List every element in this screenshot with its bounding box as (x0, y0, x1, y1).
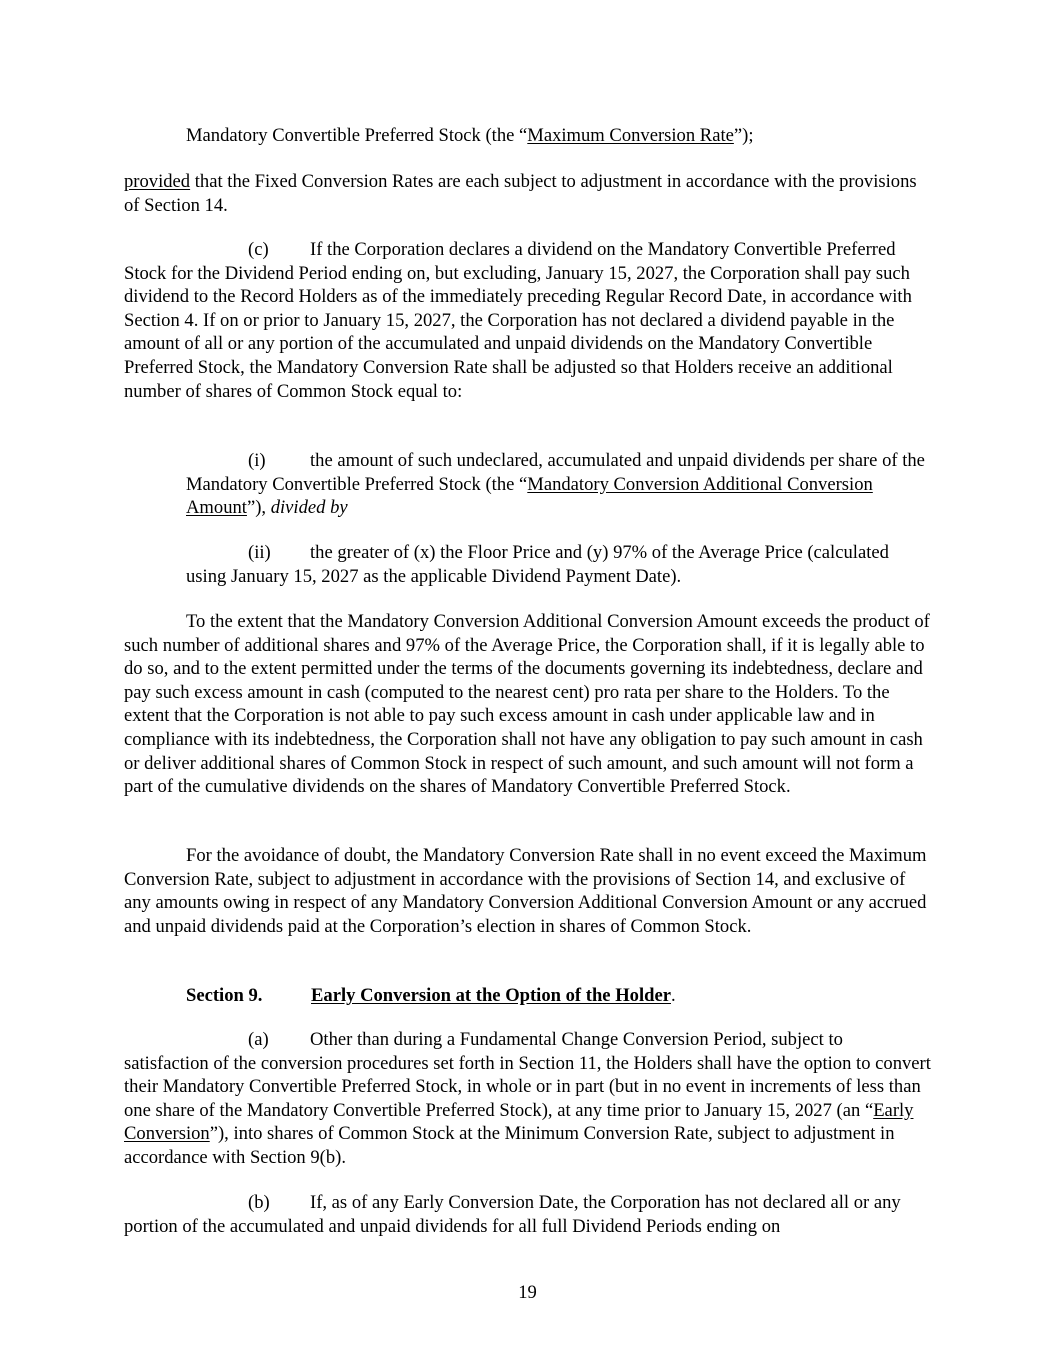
text: To the extent that the Mandatory Conversion Additional Conversion Amount exceeds the product of such number of additional shares and 97% of the Average Price, the Corporation shall, if it is legally able to do so, and to the extent permitted under the terms of the documents governing its indebtedness, declare and pay such excess amount in cash (computed to the nearest cent) pro rata per share to the Holders. To the extent that the Corporation is not able to pay such excess amount in cash under applicable law and in compliance with its indebtedness, the Corporation shall not have any obligation to pay such amount in cash or deliver additional shares of Common Stock in respect of such amount, and such amount will not form a part of the cumulative dividends on the shares of Mandatory Convertible Preferred Stock. (124, 611, 930, 798)
text: that the Fixed Conversion Rates are each subject to adjustment in accordance with the provisions of Section 14. (124, 171, 917, 216)
clause-label: (i) (248, 450, 266, 471)
italic-text: divided by (270, 497, 348, 519)
paragraph-continuation (186, 124, 932, 148)
text: the greater of (x) the Floor Price and (y) 97% of the Average Price (calculated using January 15, 2027 as the applicable Dividend Payment Date). (186, 542, 889, 587)
paragraph-ii (186, 541, 932, 588)
clause-label: (b) (248, 1192, 270, 1213)
section-heading (186, 984, 932, 1008)
page-number: 19 (518, 1282, 537, 1303)
text: Other than during a Fundamental Change Conversion Period, subject to satisfaction of the conversion procedures set forth in Section 11, the Holders shall have the option to convert their Mandatory Convertible Preferred Stock, in whole or in part (but in no event in increments of less than one share of the Mandatory Convertible Preferred Stock), at any time prior to January 15, 2027 (an “ (124, 1029, 931, 1121)
defined-term: Mandatory Conversion Additional Conversion Amount (186, 473, 873, 519)
text: . (670, 985, 676, 1006)
defined-term: provided (124, 171, 191, 192)
text: Mandatory Convertible Preferred Stock (the “ (186, 125, 528, 146)
defined-term: Maximum Conversion Rate (527, 125, 734, 146)
defined-term: Early Conversion (124, 1099, 914, 1145)
paragraph-a (124, 1028, 932, 1170)
text: For the avoidance of doubt, the Mandatory Conversion Rate shall in no event exceed the Maximum Conversion Rate, subject to adjustment in accordance with the provisions of Section 14, and exclusive of any amounts owing in respect of any Mandatory Conversion Additional Conversion Amount or any accrued and unpaid dividends paid at the Corporation’s election in shares of Common Stock. (124, 845, 927, 937)
clause-label: (a) (248, 1029, 269, 1050)
text: ”); (733, 125, 754, 146)
text: If the Corporation declares a dividend on the Mandatory Convertible Preferred Stock for the Dividend Period ending on, but excluding, January 15, 2027, the Corporation shall pay such dividend to the Record Holders as of the immediately preceding Regular Record Date, in accordance with Section 4. If on or prior to January 15, 2027, the Corporation has not declared a dividend payable in the amount of all or any portion of the accumulated and unpaid dividends on the Mandatory Convertible Preferred Stock, the Mandatory Conversion Rate shall be adjusted so that Holders receive an additional number of shares of Common Stock equal to: (124, 239, 912, 402)
text: the amount of such undeclared, accumulated and unpaid dividends per share of the Mandatory Convertible Preferred Stock (the “ (186, 450, 925, 495)
text: If, as of any Early Conversion Date, the Corporation has not declared all or any portion of the accumulated and unpaid dividends for all full Dividend Periods ending on (124, 1192, 901, 1237)
clause-label: (ii) (248, 542, 271, 563)
paragraph-c (124, 238, 932, 403)
clause-label: (c) (248, 239, 269, 260)
paragraph-b (124, 1191, 932, 1238)
text: ”), (246, 497, 271, 519)
section-title: Early Conversion at the Option of the Holder (311, 985, 671, 1006)
paragraph-avoidance (124, 844, 932, 938)
text: ”), into shares of Common Stock at the Minimum Conversion Rate, subject to adjustment in accordance with Section 9(b). (124, 1123, 895, 1168)
section-number: Section 9. (186, 985, 263, 1006)
paragraph-i (186, 449, 932, 520)
paragraph-provided (124, 170, 932, 217)
paragraph-extent (124, 610, 932, 799)
